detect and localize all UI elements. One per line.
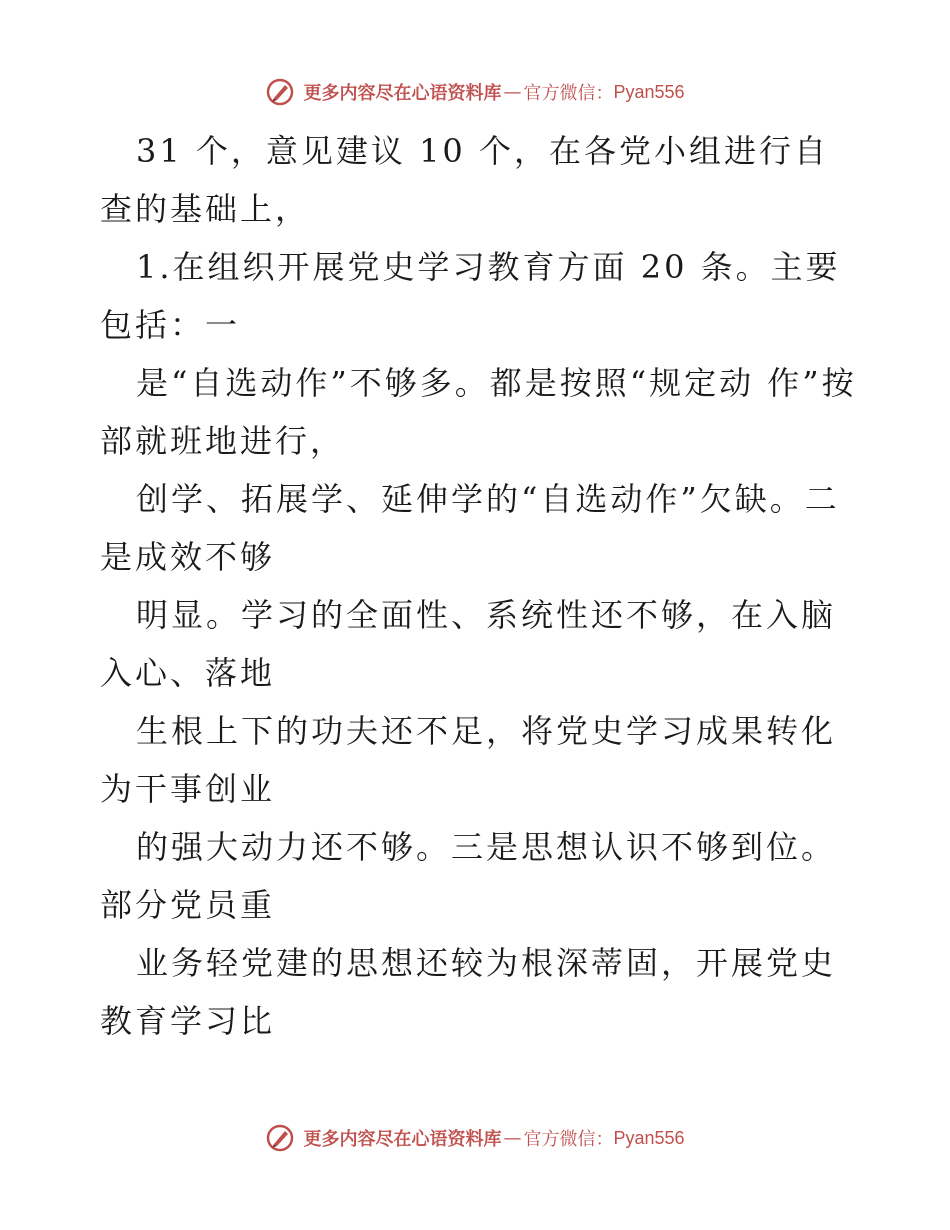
pen-logo-icon (265, 77, 295, 107)
banner-separator: — (503, 81, 522, 103)
paragraph: 创学、拓展学、延伸学的“自选动作”欠缺。二是成效不够 (100, 480, 840, 576)
banner-wechat-label: 官方微信： (523, 83, 614, 104)
banner-account: Pyan556 (613, 81, 685, 102)
banner-site-text: 更多内容尽在心语资料库 (303, 83, 502, 104)
paragraph: 31 个，意见建议 10 个，在各党小组进行自查的基础上， (100, 132, 829, 228)
paragraph: 的强大动力还不够。三是思想认识不够到位。部分党员重 (100, 828, 837, 924)
paragraph: 生根上下的功夫还不足，将党史学习成果转化为干事创业 (100, 712, 837, 808)
header-banner (0, 72, 950, 112)
banner-wechat-label: 官方微信： (523, 1129, 614, 1150)
banner-separator: — (503, 1127, 522, 1149)
banner-account: Pyan556 (613, 1127, 685, 1148)
pen-logo-icon (265, 1123, 295, 1153)
paragraph: 是“自选动作”不够多。都是按照“规定动 作”按部就班地进行， (100, 364, 857, 460)
footer-banner (0, 1118, 950, 1158)
paragraph: 1.在组织开展党史学习教育方面 20 条。主要包括：一 (100, 248, 841, 344)
paragraph: 明显。学习的全面性、系统性还不够，在入脑入心、落地 (100, 596, 837, 692)
paragraph: 业务轻党建的思想还较为根深蒂固，开展党史教育学习比 (100, 944, 837, 1040)
banner-site-text: 更多内容尽在心语资料库 (303, 1129, 502, 1150)
document-body (100, 122, 860, 1050)
